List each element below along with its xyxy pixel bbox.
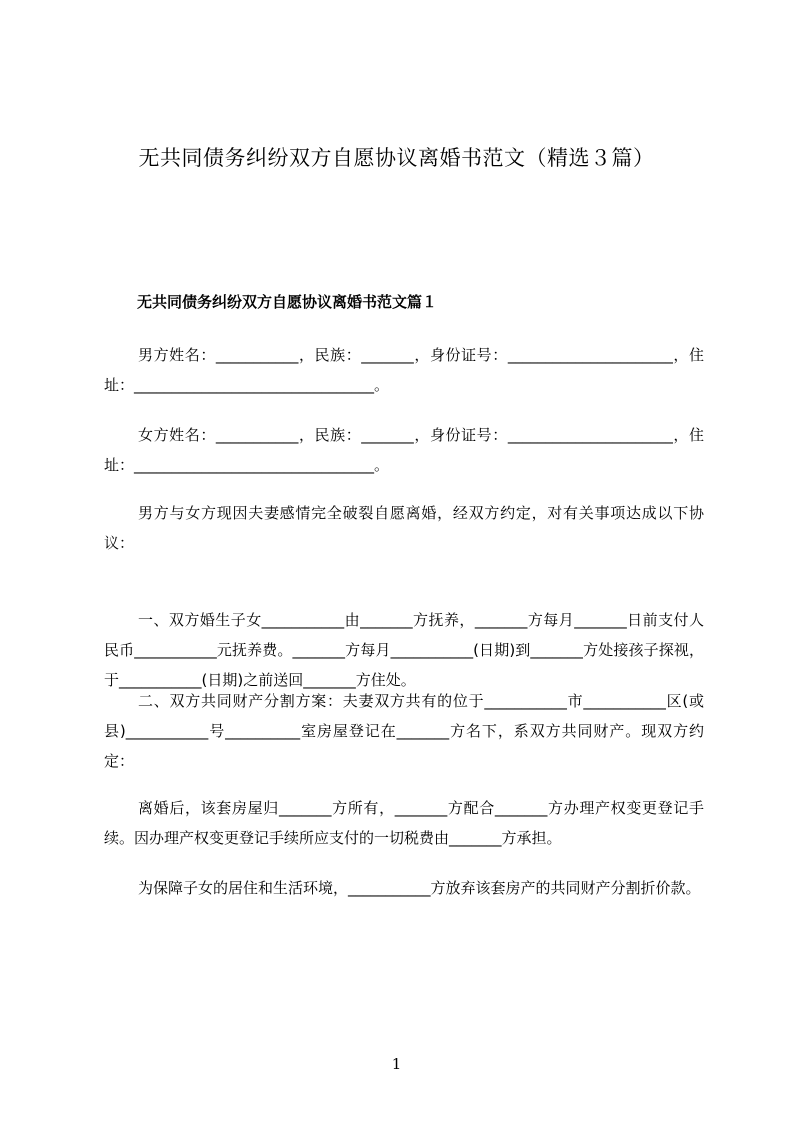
paragraph-agreement-intro: 男方与女方现因夫妻感情完全破裂自愿离婚，经双方约定，对有关事项达成以下协议： [104, 504, 704, 552]
section-heading: 无共同债务纠纷双方自愿协议离婚书范文篇１ [137, 293, 438, 311]
paragraph-house-ownership: 离婚后，该套房屋归_______方所有，_______方配合_______方办理产权变更登记手续。因办理产权变更登记手续所应支付的一切税费由_______方承担。 [104, 799, 704, 847]
paragraph-male-info: 男方姓名：___________，民族：_______，身份证号：______________________，住址：________________________________。 [104, 346, 704, 394]
paragraph-female-info: 女方姓名：___________，民族：_______，身份证号：______________________，住址：________________________________。 [104, 426, 704, 474]
paragraph-waiver: 为保障子女的居住和生活环境，___________方放弃该套房产的共同财产分割折价款。 [138, 879, 701, 897]
paragraph-property-division: 二、双方共同财产分割方案：夫妻双方共有的位于___________市___________区(或县)___________号__________室房屋登记在_______方名下，系双方共同财产。现双方约定： [104, 692, 704, 770]
document-title: 无共同债务纠纷双方自愿协议离婚书范文（精选３篇） [138, 146, 655, 170]
paragraph-child-custody: 一、双方婚生子女___________由_______方抚养，_______方每月_______日前支付人民币___________元抚养费。_______方每月___________(日期)到_______方处接孩子探视，于___________(日期)之前送回_______方住处。 [104, 611, 704, 689]
page-number: 1 [391, 1055, 402, 1073]
